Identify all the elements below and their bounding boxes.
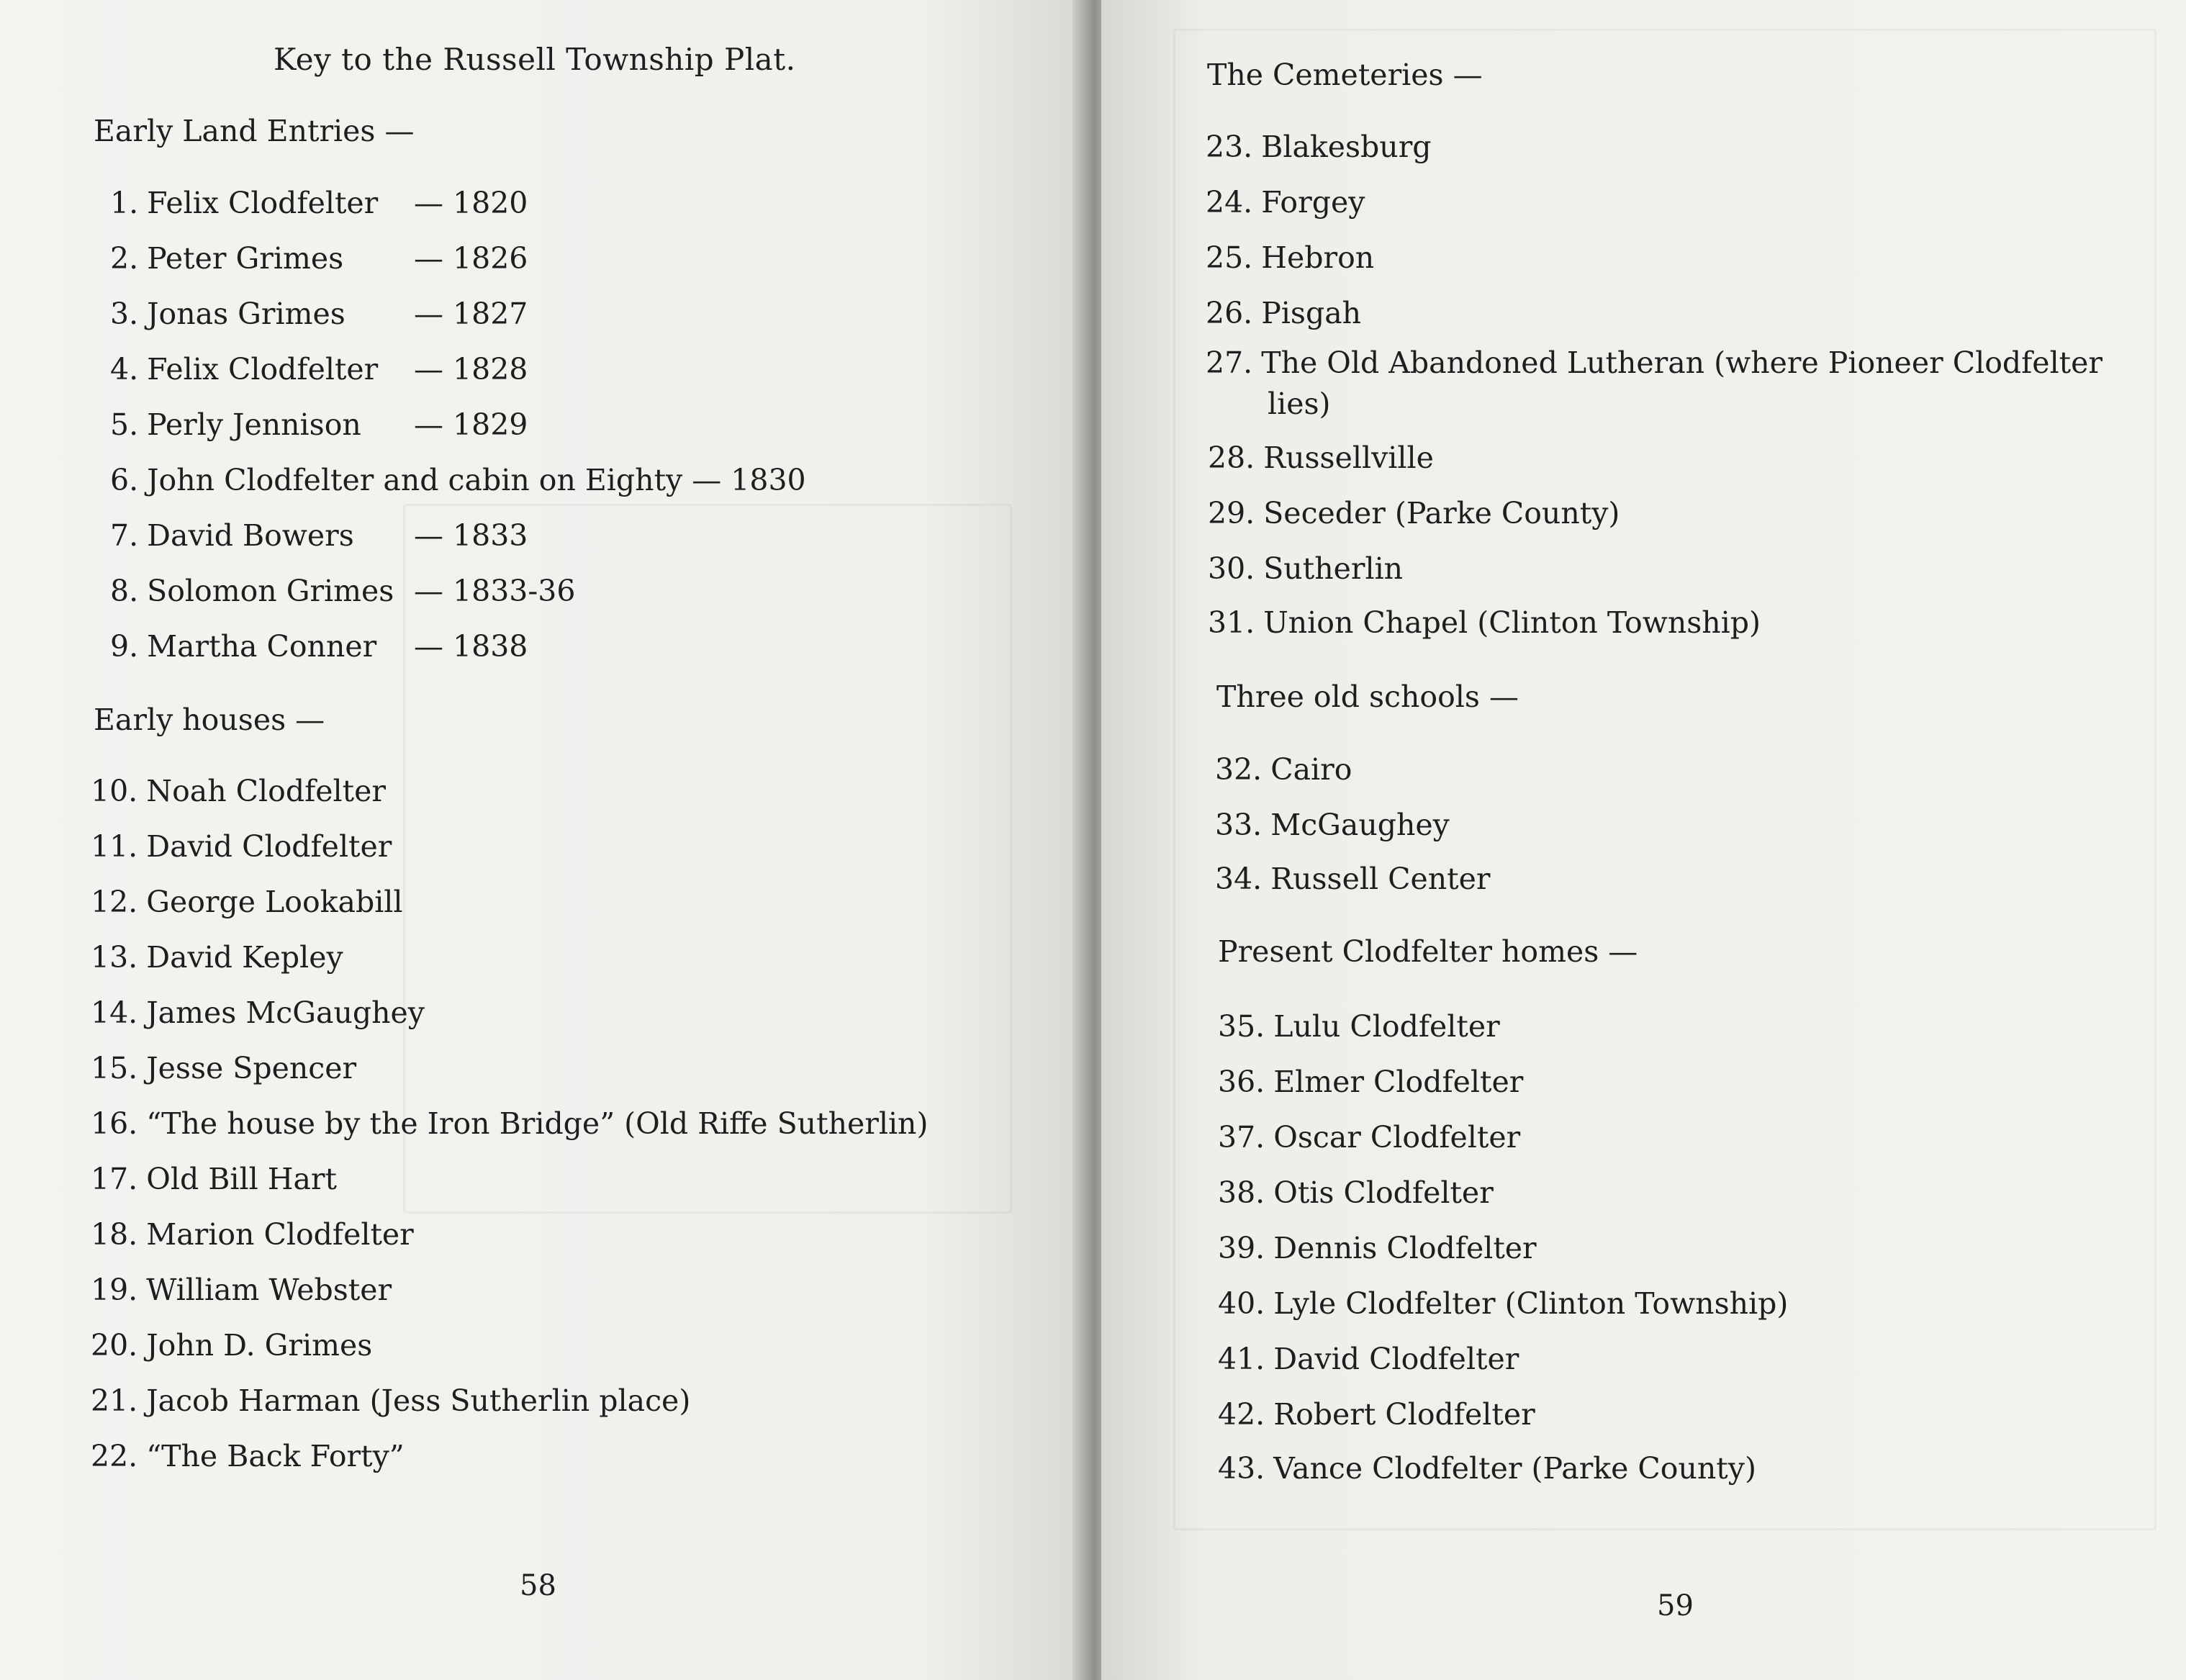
- item-name: William Webster: [146, 1273, 392, 1307]
- item-name: Robert Clodfelter: [1273, 1397, 1535, 1432]
- list-item: [110, 574, 576, 609]
- right-page: [1101, 0, 2186, 1680]
- item-number: 43.: [1218, 1451, 1265, 1486]
- item-name: Forgey: [1261, 185, 1365, 220]
- item-number: 25.: [1206, 240, 1253, 275]
- left-page: [0, 0, 1083, 1680]
- item-number: 20.: [91, 1328, 138, 1363]
- item-number: 13.: [91, 940, 138, 975]
- list-item: [1208, 496, 1620, 531]
- item-name: Jesse Spencer: [146, 1051, 357, 1085]
- item-name: David Clodfelter: [1273, 1342, 1519, 1376]
- list-item: [91, 829, 392, 864]
- list-item: [91, 885, 403, 920]
- item-year: — 1820: [414, 186, 528, 220]
- list-item: [1215, 808, 1450, 843]
- item-number: 17.: [91, 1162, 138, 1196]
- item-name: Jacob Harman (Jess Sutherlin place): [146, 1383, 691, 1418]
- list-item: [91, 1439, 405, 1474]
- item-number: 39.: [1218, 1231, 1265, 1265]
- item-number: 26.: [1206, 296, 1253, 330]
- item-number: 14.: [91, 995, 138, 1030]
- item-number: 12.: [91, 885, 138, 919]
- list-item: [1206, 240, 1374, 276]
- list-item: [91, 1106, 928, 1142]
- item-number: 10.: [91, 774, 138, 808]
- list-item: [91, 1383, 690, 1419]
- page-number: 59: [1657, 1589, 1694, 1622]
- item-name: “The house by the Iron Bridge” (Old Riffe Sutherlin): [146, 1106, 929, 1141]
- item-name: David Bowers: [147, 518, 354, 553]
- list-item: [1218, 1065, 1523, 1100]
- item-number: 3.: [110, 297, 139, 331]
- item-name: Russell Center: [1270, 862, 1491, 896]
- list-item: [91, 1051, 356, 1086]
- item-number: 21.: [91, 1383, 138, 1418]
- item-name: Old Bill Hart: [146, 1162, 337, 1196]
- list-item: [1218, 1397, 1535, 1432]
- item-year: — 1829: [414, 407, 528, 442]
- item-number: 33.: [1215, 808, 1263, 842]
- list-item: [91, 774, 386, 809]
- item-name: George Lookabill: [146, 885, 403, 919]
- item-year: — 1838: [414, 629, 528, 664]
- item-number: 30.: [1208, 551, 1255, 586]
- item-number: 29.: [1208, 496, 1255, 530]
- list-item: [110, 407, 528, 443]
- item-name: Marion Clodfelter: [146, 1217, 414, 1252]
- item-number: 41.: [1218, 1342, 1265, 1376]
- list-item: [110, 518, 528, 554]
- list-item: [91, 1328, 372, 1363]
- list-item: [1206, 185, 1365, 220]
- list-item: [1218, 1451, 1756, 1486]
- item-number: 15.: [91, 1051, 138, 1085]
- list-item: [1218, 1175, 1494, 1211]
- list-item: [1206, 130, 1432, 165]
- item-number: 19.: [91, 1273, 138, 1307]
- list-item: [1215, 752, 1352, 787]
- item-name: Pisgah: [1261, 296, 1362, 330]
- item-year: — 1827: [414, 297, 528, 331]
- page-number: 58: [520, 1569, 556, 1602]
- item-number: 8.: [110, 574, 139, 608]
- item-name: “The Back Forty”: [146, 1439, 405, 1473]
- list-item: [1218, 1009, 1500, 1044]
- item-name: Martha Conner: [147, 629, 377, 664]
- item-name-continued: lies): [1268, 387, 1331, 422]
- item-number: 36.: [1218, 1065, 1265, 1099]
- list-item: [91, 1217, 414, 1252]
- section-heading-early-houses: Early houses —: [94, 703, 325, 737]
- item-name: The Old Abandoned Lutheran (where Pioneer Clodfelter: [1261, 346, 2103, 380]
- item-name: Solomon Grimes: [147, 574, 394, 608]
- item-number: 9.: [110, 629, 139, 664]
- list-item: [1206, 296, 1361, 331]
- item-number: 1.: [110, 186, 139, 220]
- item-number: 32.: [1215, 752, 1263, 787]
- item-year: — 1828: [414, 352, 528, 387]
- item-year: — 1826: [414, 241, 528, 276]
- item-number: 42.: [1218, 1397, 1265, 1432]
- item-number: 5.: [110, 407, 139, 442]
- item-year: — 1833: [414, 518, 528, 553]
- item-number: 2.: [110, 241, 139, 276]
- item-number: 6.: [110, 463, 139, 497]
- item-name: James McGaughey: [146, 995, 425, 1030]
- item-number: 18.: [91, 1217, 138, 1252]
- item-name: Lyle Clodfelter (Clinton Township): [1273, 1286, 1789, 1321]
- list-item: [1208, 441, 1434, 476]
- item-name: John Clodfelter and cabin on Eighty — 1830: [147, 463, 806, 497]
- item-number: 7.: [110, 518, 139, 553]
- list-item: [1215, 862, 1490, 897]
- item-name: Lulu Clodfelter: [1273, 1009, 1500, 1044]
- item-name: Noah Clodfelter: [146, 774, 386, 808]
- section-heading-schools: Three old schools —: [1216, 679, 1519, 714]
- item-name: Felix Clodfelter: [147, 352, 379, 387]
- item-name: Dennis Clodfelter: [1273, 1231, 1537, 1265]
- list-item: [110, 463, 806, 498]
- list-item: [110, 297, 528, 332]
- list-item: [1206, 343, 2103, 425]
- item-year: — 1833-36: [414, 574, 576, 608]
- list-item: [1218, 1286, 1788, 1322]
- list-item: [110, 629, 528, 664]
- item-name: Union Chapel (Clinton Township): [1263, 605, 1761, 640]
- list-item: [91, 1273, 392, 1308]
- list-item: [91, 995, 425, 1031]
- list-item: [1218, 1120, 1520, 1155]
- item-name: Peter Grimes: [147, 241, 344, 276]
- item-number: 35.: [1218, 1009, 1265, 1044]
- list-item: [1208, 551, 1403, 587]
- item-number: 27.: [1206, 346, 1253, 380]
- item-name: Oscar Clodfelter: [1273, 1120, 1521, 1155]
- item-number: 28.: [1208, 441, 1255, 475]
- list-item: [1218, 1231, 1537, 1266]
- list-item: [1218, 1342, 1519, 1377]
- list-item: [91, 1162, 337, 1197]
- item-name: Cairo: [1270, 752, 1352, 787]
- list-item: [91, 940, 343, 975]
- item-name: Sutherlin: [1263, 551, 1404, 586]
- item-number: 16.: [91, 1106, 138, 1141]
- item-name: Hebron: [1261, 240, 1375, 275]
- page-title: Key to the Russell Township Plat.: [274, 42, 796, 77]
- item-name: David Kepley: [146, 940, 343, 975]
- item-name: Otis Clodfelter: [1273, 1175, 1494, 1210]
- item-number: 38.: [1218, 1175, 1265, 1210]
- item-number: 31.: [1208, 605, 1255, 640]
- section-heading-land-entries: Early Land Entries —: [94, 114, 415, 148]
- item-name: John D. Grimes: [146, 1328, 373, 1363]
- item-number: 34.: [1215, 862, 1263, 896]
- item-name: Russellville: [1263, 441, 1434, 475]
- section-heading-clodfelter-homes: Present Clodfelter homes —: [1218, 934, 1638, 969]
- item-number: 37.: [1218, 1120, 1265, 1155]
- item-name: David Clodfelter: [146, 829, 392, 864]
- section-heading-cemeteries: The Cemeteries —: [1207, 58, 1483, 92]
- item-number: 40.: [1218, 1286, 1265, 1321]
- item-number: 11.: [91, 829, 138, 864]
- list-item: [110, 352, 528, 387]
- item-number: 4.: [110, 352, 139, 387]
- item-name: Jonas Grimes: [147, 297, 345, 331]
- list-item: [110, 186, 528, 221]
- item-number: 23.: [1206, 130, 1253, 164]
- item-name: McGaughey: [1270, 808, 1450, 842]
- item-number: 24.: [1206, 185, 1253, 220]
- item-name: Vance Clodfelter (Parke County): [1273, 1451, 1756, 1486]
- item-name: Seceder (Parke County): [1263, 496, 1620, 530]
- item-name: Felix Clodfelter: [147, 186, 379, 220]
- item-name: Elmer Clodfelter: [1273, 1065, 1524, 1099]
- list-item: [110, 241, 528, 276]
- list-item: [1208, 605, 1761, 641]
- item-name: Blakesburg: [1261, 130, 1432, 164]
- item-number: 22.: [91, 1439, 138, 1473]
- item-name: Perly Jennison: [147, 407, 361, 442]
